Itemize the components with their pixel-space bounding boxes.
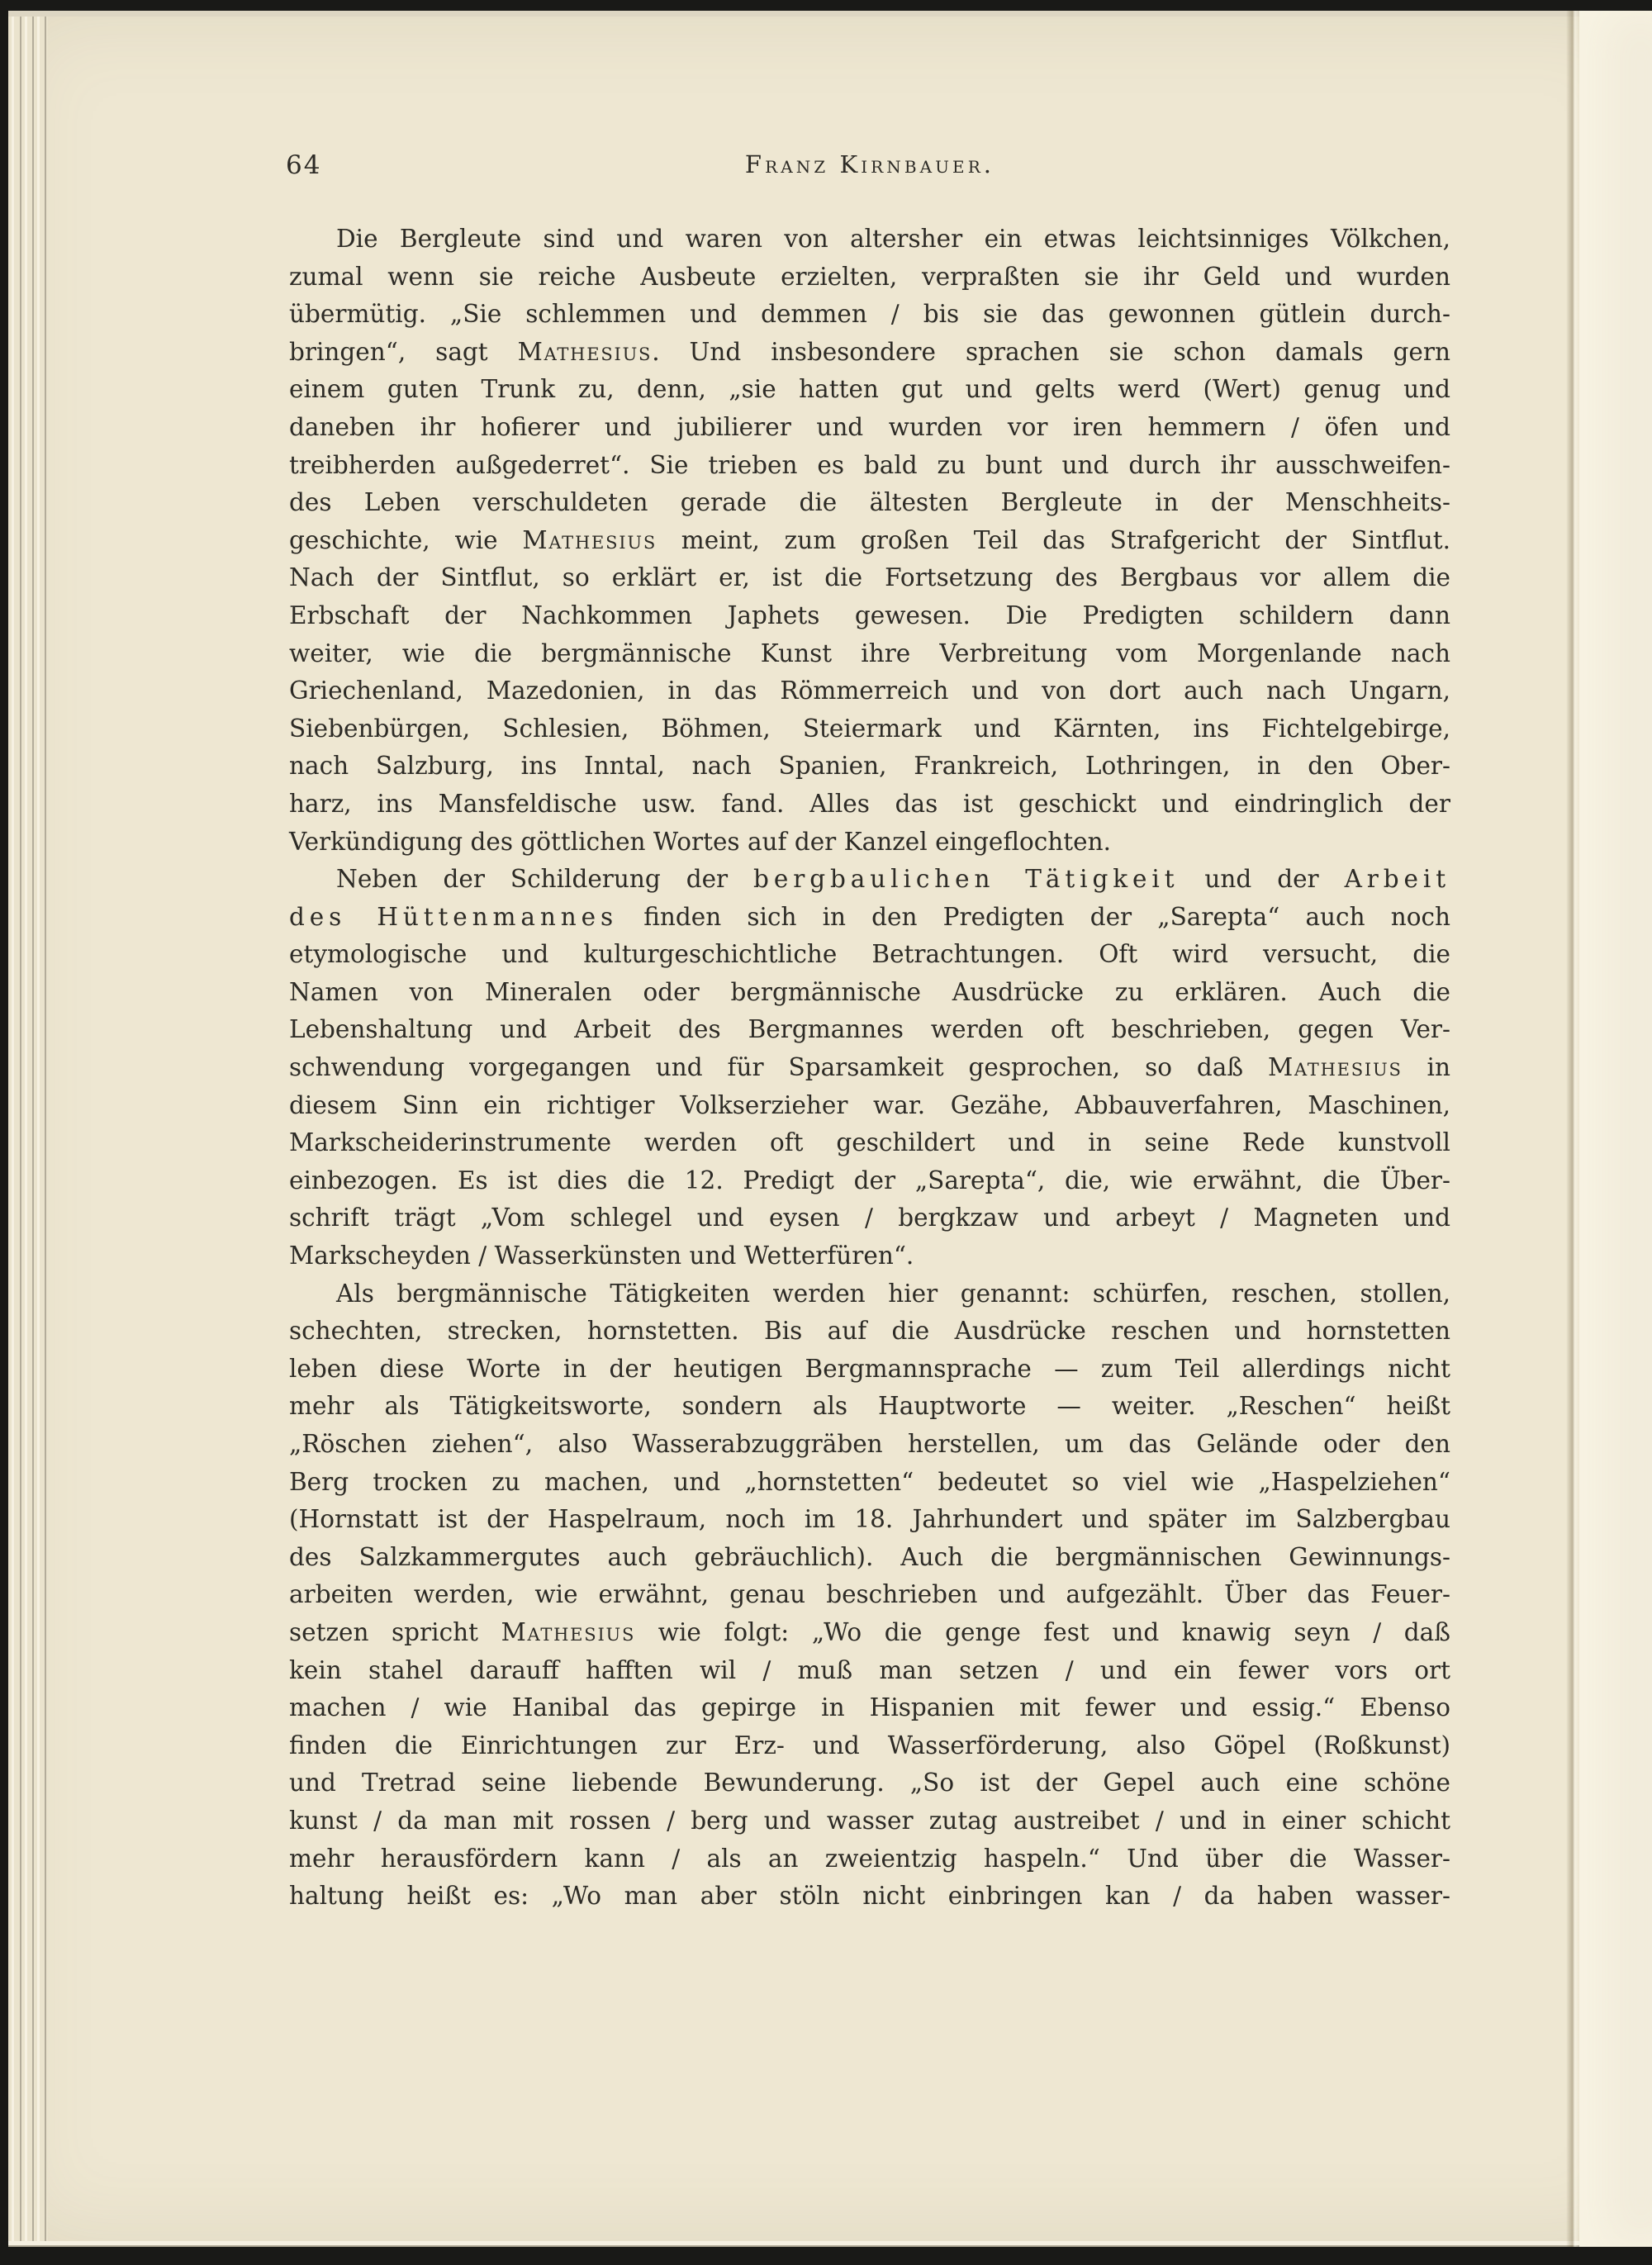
text-segment: Verkündigung des göttlichen Wortes auf der Kanzel eingeflochten. [289,827,1111,856]
emphasized-spaced-text: Arbeit [1344,865,1450,894]
text-line [289,1275,1450,1313]
text-line [289,447,1450,485]
text-segment: diesem Sinn ein richtiger Volkserzieher war. Gezähe, Abbauverfahren, Maschinen, [289,1090,1450,1119]
page-edge-line [32,11,34,2247]
text-segment: des Salzkammergutes auch gebräuchlich). Auch die bergmännischen Gewinnungs- [289,1542,1450,1571]
smallcaps-name: Mathesius [522,525,657,554]
text-line [289,1878,1450,1916]
text-line [289,221,1450,259]
text-segment: und Tretrad seine liebende Bewunderung. „So ist der Gepel auch eine schöne [289,1769,1450,1797]
text-line [289,559,1450,597]
text-line [289,1501,1450,1539]
text-line [289,786,1450,824]
text-segment: übermütig. „Sie schlemmen und demmen / bis sie das gewonnen gütlein durch- [289,300,1450,329]
text-segment: kunst / da man mit rossen / berg und wasser zutag austreibet / und in einer schicht [289,1806,1450,1835]
text-segment: nach Salzburg, ins Inntal, nach Spanien, Frankreich, Lothringen, in den Ober- [289,752,1450,781]
text-line [289,334,1450,372]
page-bottom-edge [8,2241,1652,2247]
text-segment: weiter, wie die bergmännische Kunst ihre Verbreitung vom Morgenlande nach [289,639,1450,667]
page-edge-highlight [37,11,40,2247]
adjacent-page-edge [1579,11,1652,2247]
text-segment: meint, zum großen Teil das Strafgericht der Sintflut. [656,525,1451,554]
text-segment: Nach der Sintflut, so erklärt er, ist die Fortsetzung des Bergbaus vor allem die [289,563,1450,592]
text-line [289,409,1450,447]
text-segment: finden die Einrichtungen zur Erz- und Wasserförderung, also Göpel (Roßkunst) [289,1731,1450,1759]
text-line [289,1011,1450,1049]
text-line [289,1087,1450,1125]
text-segment: Markscheyden / Wasserkünsten und Wetterfüren“. [289,1242,914,1270]
text-segment: schrift trägt „Vom schlegel und eysen / bergkzaw und arbeyt / Magneten und [289,1204,1450,1232]
paragraph [289,1275,1450,1916]
text-segment: „Röschen ziehen“, also Wasserabzuggräben herstellen, um das Gelände oder den [289,1430,1450,1458]
smallcaps-name: Mathesius [501,1617,636,1646]
text-line [289,259,1450,297]
text-line [289,861,1450,899]
text-segment: Griechenland, Mazedonien, in das Römmerreich und von dort auch nach Ungarn, [289,677,1450,705]
page-edge-line [45,11,46,2247]
text-line [289,1840,1450,1878]
text-segment: arbeiten werden, wie erwähnt, genau beschrieben und aufgezählt. Über das Feuer- [289,1580,1450,1609]
text-line [289,1124,1450,1162]
text-segment: Siebenbürgen, Schlesien, Böhmen, Steiermark und Kärnten, ins Fichtelgebirge, [289,714,1450,743]
text-line [289,1162,1450,1200]
text-line [289,1652,1450,1690]
text-segment: machen / wie Hanibal das gepirge in Hispanien mit fewer und essig.“ Ebenso [289,1693,1450,1722]
text-line [289,974,1450,1012]
page-edge-highlight [25,11,27,2247]
text-segment: leben diese Worte in der heutigen Bergmannsprache — zum Teil allerdings nicht [289,1354,1450,1383]
text-segment: (Hornstatt ist der Haspelraum, noch im 18. Jahrhundert und später im Salzbergbau [289,1505,1450,1534]
text-segment: Als bergmännische Tätigkeiten werden hier genannt: schürfen, reschen, stollen, [336,1279,1450,1308]
text-line [289,597,1450,635]
paragraph [289,861,1450,1275]
text-line [289,1727,1450,1765]
text-line [289,635,1450,673]
text-segment: finden sich in den Predigten der „Sarepta“ auch noch [618,902,1450,931]
text-line [289,1313,1450,1351]
text-segment: etymologische und kulturgeschichtliche Betrachtungen. Oft wird versucht, die [289,940,1450,969]
running-header: Franz Kirnbauer. [744,150,995,178]
text-segment: . Und insbesondere sprachen sie schon damals gern [652,337,1450,366]
text-line [289,371,1450,409]
page-edge-line [20,11,21,2247]
text-segment: Markscheiderinstrumente werden oft geschildert und in seine Rede kunstvoll [289,1128,1450,1157]
text-segment: schwendung vorgegangen und für Sparsamkeit gesprochen, so daß [289,1053,1269,1082]
text-line [289,899,1450,937]
text-line [289,522,1450,560]
text-segment: mehr als Tätigkeitsworte, sondern als Hauptworte — weiter. „Reschen“ heißt [289,1392,1450,1421]
page-gutter-crease [1566,11,1579,2247]
text-line [289,1689,1450,1727]
text-segment: Lebenshaltung und Arbeit des Bergmannes werden oft beschrieben, gegen Ver- [289,1015,1450,1044]
text-line [289,1764,1450,1802]
text-line [289,1388,1450,1426]
text-segment: einem guten Trunk zu, denn, „sie hatten gut und gelts werd (Wert) genug und [289,375,1450,404]
text-line [289,672,1450,710]
page-edge-highlight [12,11,14,2247]
smallcaps-name: Mathesius [1268,1053,1403,1082]
text-segment: geschichte, wie [289,525,523,554]
text-segment: zumal wenn sie reiche Ausbeute erzielten, verpraßten sie ihr Geld und wurden [289,262,1450,291]
page-top-edge [8,11,1652,17]
text-line [289,1576,1450,1614]
text-line [289,1049,1450,1087]
text-segment: und der [1179,865,1345,894]
text-segment: wie folgt: „Wo die genge fest und knawig seyn / daß [635,1617,1450,1646]
text-segment: mehr herausfördern kann / als an zweientzig haspeln.“ Und über die Wasser- [289,1844,1450,1873]
page-stack-edges [8,11,48,2247]
text-segment: des Leben verschuldeten gerade die ältesten Bergleute in der Menschheits- [289,488,1450,517]
smallcaps-name: Mathesius [517,337,653,366]
text-segment: Erbschaft der Nachkommen Japhets gewesen. Die Predigten schildern dann [289,601,1450,629]
text-block [289,221,1450,1916]
page-header [286,150,1450,185]
text-line [289,484,1450,522]
text-line [289,1614,1450,1652]
text-segment: bringen“, sagt [289,337,518,366]
text-segment: Neben der Schilderung der [336,865,754,894]
emphasized-spaced-text: des Hüttenmannes [289,902,619,931]
text-line [289,1802,1450,1840]
text-line [289,710,1450,748]
text-segment: einbezogen. Es ist dies die 12. Predigt der „Sarepta“, die, wie erwähnt, die Über- [289,1166,1450,1194]
text-segment: harz, ins Mansfeldische usw. fand. Alles das ist geschickt und eindringlich der [289,789,1450,818]
text-line [289,1464,1450,1502]
text-line [289,748,1450,786]
text-segment: schechten, strecken, hornstetten. Bis auf die Ausdrücke reschen und hornstetten [289,1317,1450,1346]
text-segment: haltung heißt es: „Wo man aber stöln nicht einbringen kan / da haben wasser- [289,1882,1450,1911]
text-segment: daneben ihr hofierer und jubilierer und wurden vor iren hemmern / öfen und [289,412,1450,441]
text-line [289,1351,1450,1389]
text-line [289,296,1450,334]
text-line [289,1237,1450,1275]
text-segment: treibherden außgederret“. Sie trieben es bald zu bunt und durch ihr ausschweifen- [289,450,1450,479]
text-segment: Berg trocken zu machen, und „hornstetten“ bedeutet so viel wie „Haspelziehen“ [289,1467,1450,1496]
text-line [289,1426,1450,1464]
paragraph [289,221,1450,861]
text-segment: kein stahel darauff hafften wil / muß man setzen / und ein fewer vors ort [289,1655,1450,1684]
text-segment: in [1402,1053,1450,1082]
text-line [289,936,1450,974]
text-segment: Namen von Mineralen oder bergmännische Ausdrücke zu erklären. Auch die [289,977,1450,1006]
page-number: 64 [286,150,322,180]
text-line [289,1539,1450,1577]
text-line [289,1199,1450,1237]
text-line [289,824,1450,862]
text-segment: Die Bergleute sind und waren von altersher ein etwas leichtsinniges Völkchen, [336,225,1450,253]
text-segment: setzen spricht [289,1617,501,1646]
emphasized-spaced-text: bergbaulichen Tätigkeit [753,865,1180,894]
